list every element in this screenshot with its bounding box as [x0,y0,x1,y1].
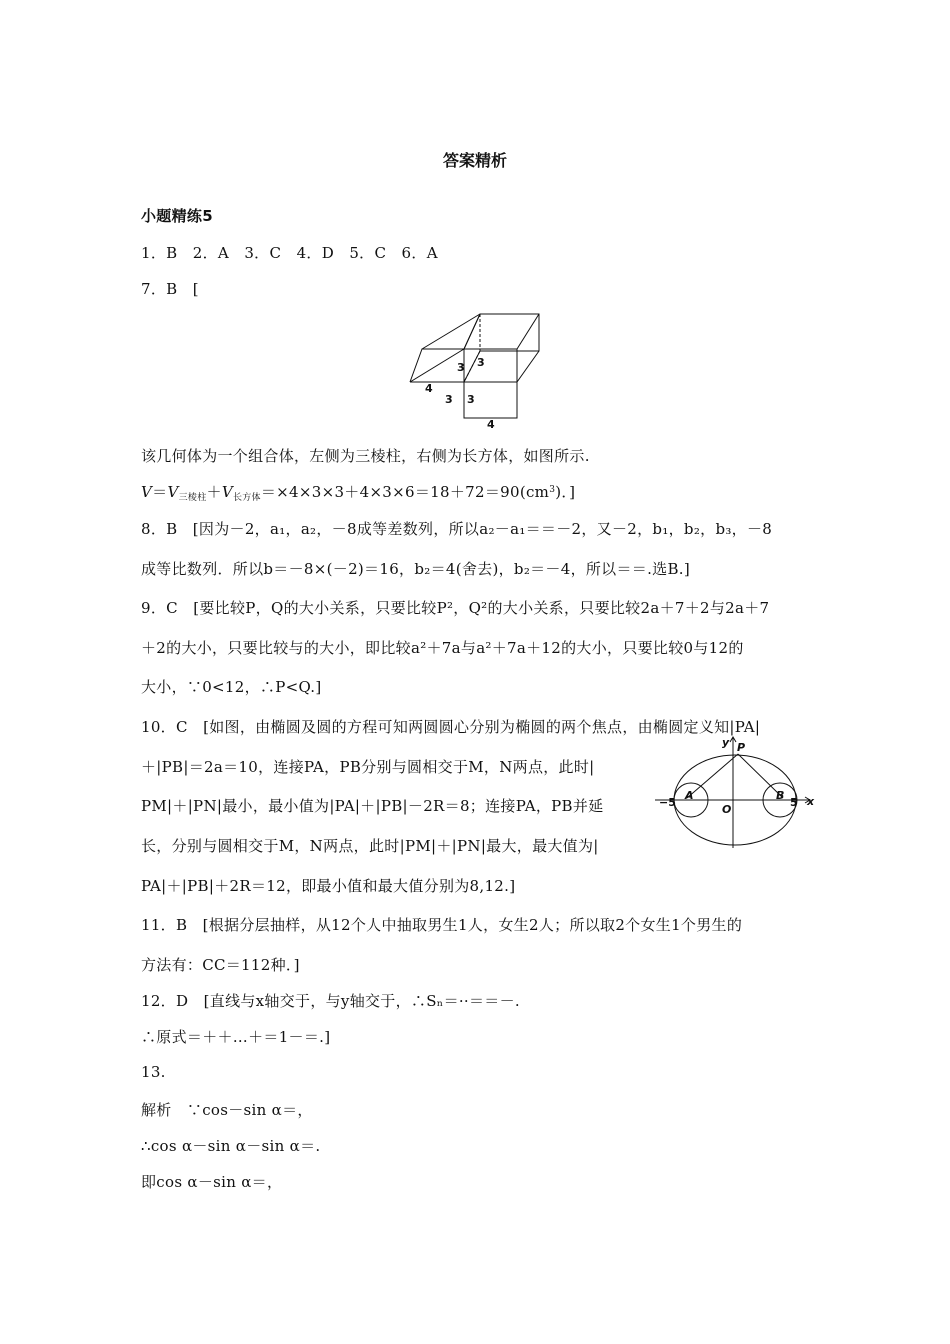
fig1-label-a: 3 [457,361,465,374]
fig2-x: x [807,795,815,808]
answer-10-line2: ＋|PB|＝2a＝10，连接PA，PB分别与圆相交于M，N两点，此时| [141,758,595,776]
answer-13-line2: ∴cos α－sin α－sin α＝. [141,1137,321,1155]
solid-figure [405,308,550,433]
fig2-neg5: −5 [659,796,676,809]
fig2-a: A [685,789,694,802]
answer-11-line1: 11．B [根据分层抽样，从12个人中抽取男生1人，女生2人；所以取2个女生1个男生的 [141,916,743,934]
answers-1-6: 1．B 2．A 3．C 4．D 5．C 6．A [141,244,438,262]
fig2-p: P [737,741,746,754]
answer-12-line1: 12．D [直线与x轴交于，与y轴交于，∴Sₙ＝··＝＝－. [141,992,520,1010]
answer-13-line1: 解析 ∵cos－sin α＝， [141,1101,313,1119]
fig1-label-d: 3 [445,393,453,406]
answer-10-line5: PA|＋|PB|＋2R＝12，即最小值和最大值分别为8,12.] [141,877,516,895]
fig1-label-b: 3 [477,356,485,369]
answer-9-line1: 9．C [要比较P，Q的大小关系，只要比较P²，Q²的大小关系，只要比较2a＋7＋2与2a＋7 [141,599,770,617]
answer-11-line2: 方法有：CC＝112种．] [141,956,300,974]
fig1-label-f: 4 [487,418,495,431]
answer-10-line3: PM|＋|PN|最小，最小值为|PA|＋|PB|－2R＝8；连接PA，PB并延 [141,797,604,815]
answer-10-line1: 10．C [如图，由椭圆及圆的方程可知两圆圆心分别为椭圆的两个焦点，由椭圆定义知|PA| [141,718,761,736]
ellipse-figure [655,733,820,851]
section-title: 小题精练5 [141,207,213,225]
fig2-o: O [722,803,732,816]
answer-13-line3: 即cos α－sin α＝， [141,1173,283,1191]
fig2-b: B [776,789,785,802]
answer-8-line2: 成等比数列．所以b＝－8×(－2)＝16，b₂＝4(舍去)，b₂＝－4，所以＝＝.选B.] [141,560,690,578]
answer-9-line2: ＋2的大小，只要比较与的大小，即比较a²＋7a与a²＋7a＋12的大小，只要比较0与12的 [141,639,744,657]
answer-12-line2: ∴原式＝＋＋…＋＝1－＝.] [141,1028,331,1046]
answer-8-line1: 8．B [因为－2，a₁，a₂，－8成等差数列，所以a₂－a₁＝＝－2，又－2，b₁，b₂，b₃，－8 [141,520,773,538]
fig1-label-e: 3 [467,393,475,406]
answer-13-head: 13. [141,1063,166,1081]
answer-7-text: 该几何体为一个组合体，左侧为三棱柱，右侧为长方体，如图所示. [141,447,590,465]
answer-10-line4: 长，分别与圆相交于M，N两点，此时|PM|＋|PN|最大，最大值为| [141,837,599,855]
answer-7-formula: $V=V_{三棱柱}+V_{长方体}=\times 4\times 3\times 3+4\times 3\times 6=18+72=90(cm^3)$．] [141,483,576,503]
page-title: 答案精析 [442,151,507,170]
fig2-5: 5 [790,796,798,809]
fig2-y: y [722,736,730,749]
answer-9-line3: 大小，∵0<12，∴P<Q.] [141,678,322,696]
answer-7-head: 7．B [ [141,280,199,298]
fig1-label-c: 4 [425,382,433,395]
